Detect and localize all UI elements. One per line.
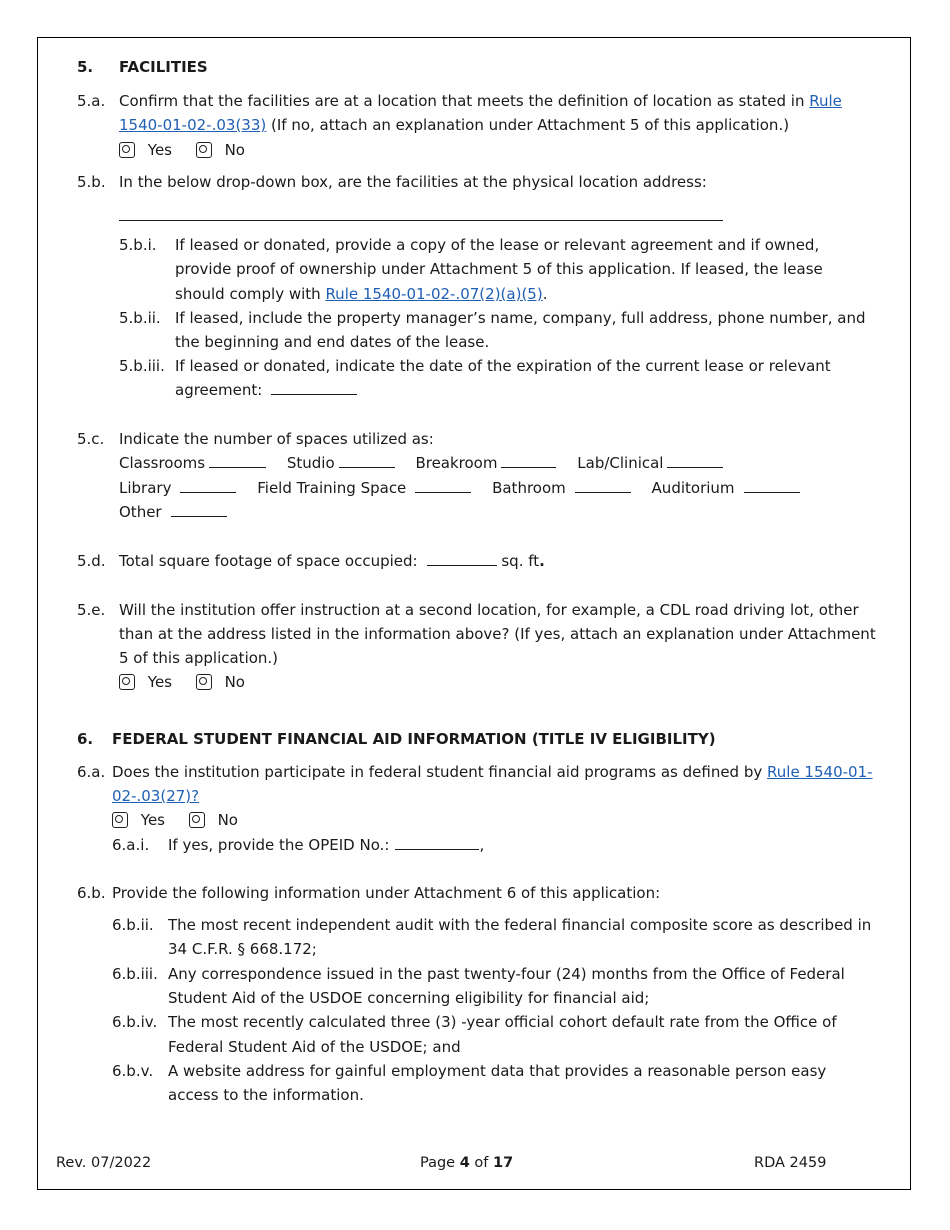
item-5d-label: 5.d.: [77, 552, 106, 570]
classrooms-label: Classrooms: [119, 454, 206, 472]
item-5bii-line2: the beginning and end dates of the lease.: [175, 333, 490, 351]
item-6biv-line2: Federal Student Aid of the USDOE; and: [168, 1038, 461, 1056]
item-5a-options: [119, 138, 245, 162]
rule-07-link[interactable]: Rule 1540-01-02-.07(2)(a)(5): [325, 285, 543, 303]
bathroom-field[interactable]: [575, 477, 631, 493]
item-6bv-label: 6.b.v.: [112, 1062, 154, 1080]
item-5a-text: Confirm that the facilities are at a location that meets the definition of location as stated in: [119, 92, 810, 110]
spaces-row-2: [119, 476, 800, 500]
item-5b-label: 5.b.: [77, 173, 106, 191]
item-6ai-label: 6.a.i.: [112, 836, 150, 854]
no-radio-6a[interactable]: [189, 812, 205, 828]
section-5-number: 5.: [77, 58, 94, 76]
item-6biii-line2: Student Aid of the USDOE concerning eligibility for financial aid;: [168, 989, 650, 1007]
item-6a-text: Does the institution participate in federal student financial aid programs as defined by: [112, 763, 768, 781]
item-6a-label: 6.a.: [77, 763, 106, 781]
field-training-field[interactable]: [415, 477, 471, 493]
lab-clinical-label: Lab/Clinical: [577, 454, 664, 472]
location-dropdown-line[interactable]: [119, 219, 723, 221]
item-6biii-line1: Any correspondence issued in the past twenty-four (24) months from the Office of Federal: [168, 965, 845, 983]
item-6bv-line2: access to the information.: [168, 1086, 364, 1104]
auditorium-field[interactable]: [744, 477, 800, 493]
opeid-comma: ,: [479, 836, 485, 854]
section-5-title: FACILITIES: [119, 58, 208, 76]
item-5bi-line1: If leased or donated, provide a copy of the lease or relevant agreement and if owned,: [175, 236, 820, 254]
item-5biii-line2: [175, 378, 357, 402]
page-current: 4: [459, 1155, 470, 1171]
opeid-label: If yes, provide the OPEID No.:: [168, 836, 390, 854]
page-prefix: Page: [420, 1155, 460, 1171]
square-footage-label: Total square footage of space occupied:: [119, 552, 418, 570]
item-6ai-line: [168, 833, 484, 857]
item-6bv-line1: A website address for gainful employment data that provides a reasonable person easy: [168, 1062, 827, 1080]
item-6bii-line2: 34 C.F.R. § 668.172;: [168, 940, 317, 958]
no-radio-5e[interactable]: [196, 674, 212, 690]
yes-radio-5a[interactable]: [119, 142, 135, 158]
page-of: of: [469, 1155, 494, 1171]
rule-27-link-cont[interactable]: 02-.03(27)?: [112, 787, 200, 805]
section-6-number: 6.: [77, 730, 94, 748]
item-5c-label: 5.c.: [77, 430, 105, 448]
sq-ft-unit: sq. ft: [501, 552, 540, 570]
revision-date: Rev. 07/2022: [56, 1155, 152, 1171]
opeid-field[interactable]: [395, 834, 479, 850]
lab-clinical-field[interactable]: [667, 452, 723, 468]
page-number: [420, 1151, 513, 1175]
no-label-5a: No: [224, 141, 245, 159]
item-5e-options: [119, 670, 245, 694]
item-5bi-period: .: [542, 285, 548, 303]
item-5bi-line2: provide proof of ownership under Attachment 5 of this application. If leased, the lease: [175, 260, 823, 278]
item-5a-text-after: (If no, attach an explanation under Attachment 5 of this application.): [266, 116, 790, 134]
no-label-6a: No: [217, 811, 238, 829]
sq-ft-dot: .: [539, 552, 545, 570]
item-5e-line3: 5 of this application.): [119, 649, 279, 667]
other-label: Other: [119, 503, 162, 521]
item-5a-line1: [119, 89, 842, 113]
section-6-title: FEDERAL STUDENT FINANCIAL AID INFORMATION (TITLE IV ELIGIBILITY): [112, 730, 716, 748]
yes-radio-5e[interactable]: [119, 674, 135, 690]
rule-27-link[interactable]: Rule 1540-01-: [767, 763, 873, 781]
no-label-5e: No: [224, 673, 245, 691]
yes-label-6a: Yes: [140, 811, 165, 829]
item-5e-label: 5.e.: [77, 601, 106, 619]
item-5a-label: 5.a.: [77, 92, 106, 110]
item-5b-text: In the below drop-down box, are the facilities at the physical location address:: [119, 173, 707, 191]
item-5bii-label: 5.b.ii.: [119, 309, 161, 327]
item-5biii-line1: If leased or donated, indicate the date of the expiration of the current lease or relevant: [175, 357, 831, 375]
item-6bii-line1: The most recent independent audit with the federal financial composite score as described in: [168, 916, 872, 934]
yes-radio-6a[interactable]: [112, 812, 128, 828]
item-5bi-text: should comply with: [175, 285, 326, 303]
item-6b-label: 6.b.: [77, 884, 106, 902]
item-5c-text: Indicate the number of spaces utilized as:: [119, 430, 434, 448]
item-5d-line: [119, 549, 545, 573]
item-6biii-label: 6.b.iii.: [112, 965, 158, 983]
item-5biii-label: 5.b.iii.: [119, 357, 165, 375]
item-5a-line2: [119, 113, 789, 137]
field-training-label: Field Training Space: [257, 479, 407, 497]
item-6a-line1: [112, 760, 873, 784]
other-field[interactable]: [171, 501, 227, 517]
item-6a-line2: [112, 784, 199, 808]
studio-field[interactable]: [339, 452, 395, 468]
library-label: Library: [119, 479, 172, 497]
library-field[interactable]: [180, 477, 236, 493]
form-id: RDA 2459: [754, 1155, 827, 1171]
yes-label-5e: Yes: [147, 673, 172, 691]
item-6biv-label: 6.b.iv.: [112, 1013, 158, 1031]
item-5bii-line1: If leased, include the property manager’s name, company, full address, phone number, and: [175, 309, 866, 327]
breakroom-label: Breakroom: [415, 454, 498, 472]
studio-label: Studio: [286, 454, 335, 472]
rule-33-link[interactable]: Rule: [809, 92, 842, 110]
rule-33-link-cont[interactable]: 1540-01-02-.03(33): [119, 116, 267, 134]
spaces-row-1: [119, 451, 723, 475]
bathroom-label: Bathroom: [492, 479, 566, 497]
spaces-row-3: [119, 500, 227, 524]
item-5bi-label: 5.b.i.: [119, 236, 157, 254]
item-5bi-line3: [175, 282, 547, 306]
auditorium-label: Auditorium: [651, 479, 735, 497]
no-radio-5a[interactable]: [196, 142, 212, 158]
item-6a-options: [112, 808, 238, 832]
breakroom-field[interactable]: [501, 452, 556, 468]
square-footage-field[interactable]: [427, 550, 497, 566]
item-6b-text: Provide the following information under Attachment 6 of this application:: [112, 884, 661, 902]
item-6biv-line1: The most recently calculated three (3) -year official cohort default rate from the Office of: [168, 1013, 837, 1031]
classrooms-field[interactable]: [209, 452, 266, 468]
item-5e-line1: Will the institution offer instruction at a second location, for example, a CDL road driving lot, other: [119, 601, 859, 619]
page-total: 17: [493, 1155, 514, 1171]
agreement-label: agreement:: [175, 381, 263, 399]
yes-label-5a: Yes: [147, 141, 172, 159]
item-5e-line2: than at the address listed in the information above? (If yes, attach an explanation under Attachment: [119, 625, 876, 643]
item-6bii-label: 6.b.ii.: [112, 916, 154, 934]
expiration-date-field[interactable]: [271, 379, 357, 395]
